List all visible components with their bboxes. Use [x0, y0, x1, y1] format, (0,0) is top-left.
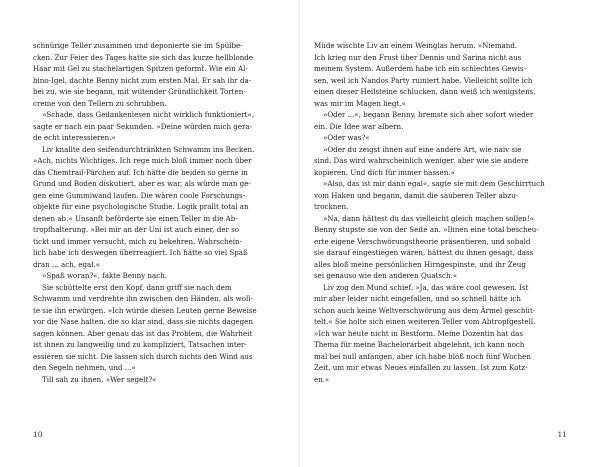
text-line: trocknen.	[314, 202, 349, 211]
text-line: Müde wischte Liv an einem Weinglas herum. »Niemand.	[314, 41, 518, 50]
page-number-left: 10	[33, 430, 43, 439]
text-line: bei zu, wie sie begann, mit wütender Gründlichkeit Torten-	[33, 87, 246, 96]
text-line: Sie schüttelte erst den Kopf, dann griff sie nach dem	[42, 282, 232, 292]
page-number-right: 11	[557, 430, 567, 439]
text-line: Ich krieg nur den Frust über Dennis und Sarina nicht aus	[314, 52, 522, 62]
text-line: dran ... ach, egal.«	[33, 259, 101, 269]
text-line: de echt interessieren.«	[33, 133, 116, 142]
text-line: Grund und Boden diskutiert, aber es war, als würde man ge-	[33, 179, 251, 188]
text-line: sind. Das wird wahrscheinlich weniger, aber wie sie andere	[314, 156, 529, 165]
left-page-text	[33, 40, 276, 385]
text-line: Liv zog den Mund schief. »Ja, das wäre cool gewesen. Ist	[323, 282, 529, 292]
text-line: schon auch keine Weltverschwörung aus dem Ärmel geschüt-	[314, 305, 536, 315]
text-line: »Schade, dass Gedankenlesen nicht wirklich funktioniert«,	[42, 110, 255, 119]
text-line: Haar mit Gel zu stachelartigen Spitzen geformt. Wie ein Al-	[33, 64, 248, 73]
text-line: alles bloß meine persönlichen Hirngespinste, und ihr Zeug	[314, 259, 526, 269]
text-line: »Oder ...«, begann Benny, bremste sich aber sofort wieder	[323, 110, 534, 119]
text-line: »Oder du zeigst ihnen auf eine andere Art, wie naiv sie	[323, 144, 522, 154]
text-line: vor die Nase halten, die so klar sind, dass sie nichts dagegen	[33, 317, 253, 326]
text-line: Liv knallte den seifendurchtränkten Schwamm ins Becken.	[42, 144, 255, 154]
text-line: den Segeln nehmen, und ...«	[33, 363, 136, 372]
text-line: »Ich war heute nicht in Bestform. Meine Dozentin hat das	[314, 328, 523, 338]
text-line: mir aber leider nicht eingefallen, und so schnell hätte ich	[314, 294, 521, 303]
text-line: mal bei null anfangen, aber ich habe bloß noch fünf Wochen	[314, 351, 531, 361]
text-line: en.«	[314, 374, 330, 384]
text-line: sie darauf eingestiegen wären, hättest du ihnen gesagt, dass	[314, 248, 534, 257]
text-line: creme von den Tellern zu schrubben.	[33, 98, 167, 108]
text-line: Till sah zu ihnen. »Wer segelt?«	[42, 374, 157, 384]
text-line: tropfhalterung. »Bei mir an der Uni ist auch einer, der so	[33, 225, 240, 234]
text-line: ist ihnen zu langweilig und zu kompliziert, Tatsachen inter-	[33, 340, 247, 349]
text-line: vom Haken und begann, damit die sauberen Teller abzu-	[314, 190, 519, 200]
text-line: Schwamm und verdrehte ihn zwischen den Händen, als woll-	[33, 294, 253, 303]
text-line: tickt und immer versucht, mich zu bekehren. Wahrschein-	[33, 236, 243, 246]
text-line: ein. Die Idee war albern.	[314, 121, 404, 131]
text-line: Zeit, um mir etwas Neues einfallen zu lassen. Ist zum Kotz-	[314, 363, 528, 372]
text-line: Thema für meine Bachelorarbeit abgelehnt, ich kann noch	[314, 340, 525, 349]
text-line: kopieren. Und dich für immer hassen.«	[314, 167, 456, 177]
text-line: »Also, das ist mir dann egal«, sagte sie mit dem Geschirrtuch	[323, 179, 545, 188]
text-line: objekte für eine psychologische Studie. Logik prallt total an	[33, 202, 249, 211]
text-line: bino-Igel, dachte Benny nicht zum ersten Mal. Er sah ihr da-	[33, 75, 252, 85]
right-page-text	[314, 40, 557, 385]
text-line: telt.« Sie holte sich einen weiteren Teller vom Abtropfgestell.	[314, 317, 536, 326]
text-line: Benny stupste sie von der Seite an. »Ihnen eine total bescheu-	[314, 225, 539, 234]
text-line: essieren sie nicht. Die lassen sich durch nichts den Wind aus	[33, 351, 253, 361]
text-line: sagte er nach ein paar Sekunden. »Deine würden mich gera-	[33, 121, 253, 131]
text-line: »Spaß woran?«, fakte Benny nach.	[42, 271, 168, 280]
text-line: meinem System. Außerdem habe ich ein schlechtes Gewis-	[314, 64, 526, 73]
text-line: lich habe ich deswegen überreagiert. Ich hätte so viel Spaß	[33, 248, 248, 257]
text-line: »Na, dann hättest du das vielleicht gleich machen sollen!«	[323, 213, 535, 223]
text-line: denen ab.« Unsanft beförderte sie einen Teller in die Ab-	[33, 213, 238, 223]
text-line: gen eine Gummiwand laufen. Die wären coole Forschungs-	[33, 190, 246, 200]
text-line: sen, weil ich Nandos Party ruiniert habe. Vielleicht sollte ich	[314, 75, 533, 85]
text-line: sagen können. Aber genau das ist das Problem, die Wahrheit	[33, 328, 253, 338]
text-line: erte eigene Verschwörungstheorie präsentieren, und sobald	[314, 236, 531, 246]
text-line: das Chemtrail-Pärchen auf. Ich hätte die beiden so gerne in	[33, 167, 248, 177]
text-line: was mir im Magen liegt.«	[314, 98, 406, 108]
text-line: einen dieser Heilsteine schlucken, dann weiß ich wenigstens,	[314, 87, 536, 96]
text-line: »Oder was?«	[323, 133, 370, 142]
text-line: te sie ihn erwürgen. »Ich würde diesen Leuten gerne Beweise	[33, 305, 257, 315]
gutter	[299, 0, 300, 467]
text-line: schnürige Teller zusammen und deponierte sie im Spülbe-	[33, 41, 243, 50]
text-line: cken. Zur Feier des Tages hatte sie sich das kurze hellblonde	[33, 52, 254, 62]
text-line: sei genauso wie den anderen Quatsch.«	[314, 271, 458, 280]
text-line: »Ach, nichts Wichtiges. Ich rege mich bloß immer noch über	[33, 156, 252, 165]
